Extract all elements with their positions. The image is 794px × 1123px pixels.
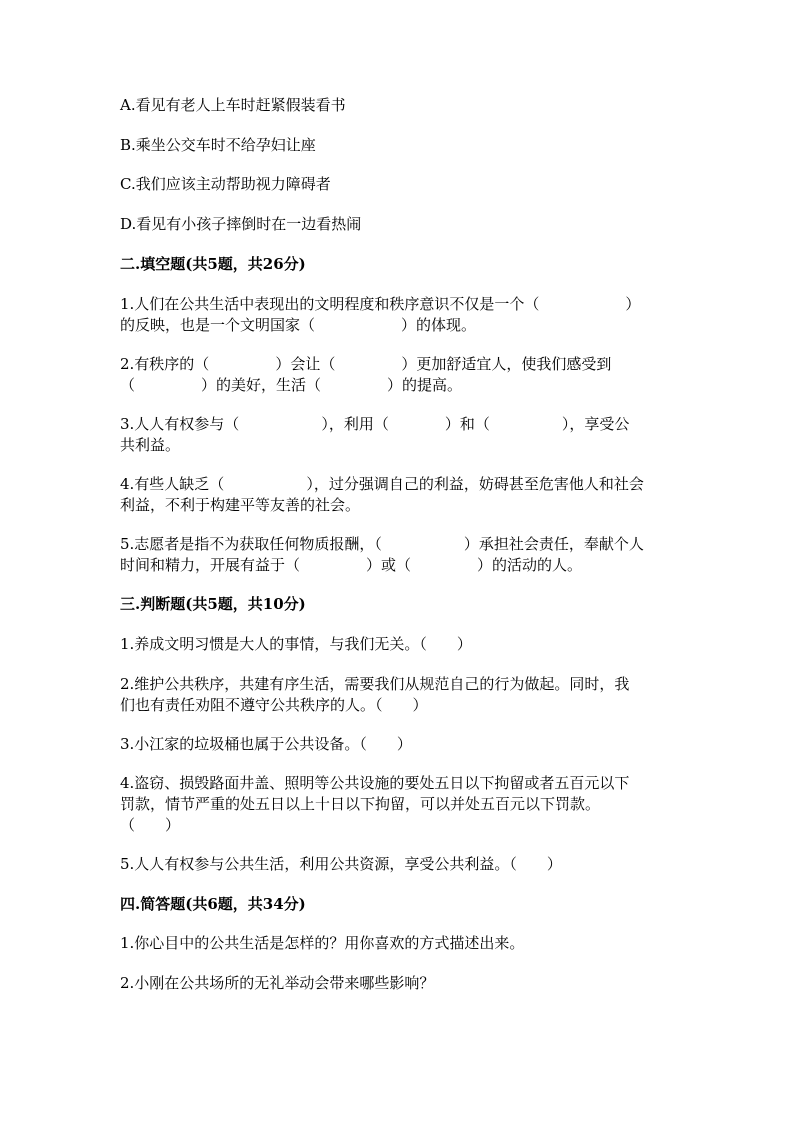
fill-q5-text: ）或（: [366, 556, 412, 574]
fill-q2-text: ）会让（: [275, 355, 336, 373]
judge-q1: 1.养成文明习惯是大人的事情，与我们无关。（ ）: [120, 635, 472, 653]
fill-q5-text: ）的活动的人。: [477, 556, 583, 574]
fill-q1-text: 1.人们在公共生活中表现出的文明程度和秩序意识不仅是一个（: [120, 295, 540, 313]
fill-q3-line1: [120, 414, 675, 435]
fill-q3-text: ），享受公: [561, 415, 630, 433]
fill-q3-text: 3.人人有权参与（: [120, 415, 240, 433]
short-q2: 2.小刚在公共场所的无礼举动会带来哪些影响？: [120, 974, 435, 992]
judge-q5: 5.人人有权参与公共生活，利用公共资源，享受公共利益。（ ）: [120, 855, 562, 873]
judge-q4-line2: 罚款，情节严重的处五日以上十日以下拘留，可以并处五百元以下罚款。: [120, 795, 601, 813]
fill-q2-text: 2.有秩序的（: [120, 355, 210, 373]
fill-q2-text: ）更加舒适宜人，使我们感受到: [401, 355, 612, 373]
fill-q4-text: 4.有些人缺乏（: [120, 475, 225, 493]
fill-q5-line2: [120, 555, 675, 576]
fill-q1-text: 的反映，也是一个文明国家（: [120, 316, 316, 334]
fill-q2-text: ）的提高。: [387, 376, 463, 394]
short-section-heading: 四.简答题(共6题，共34分): [120, 895, 306, 913]
fill-q2-line2: [120, 375, 675, 396]
judge-q2-line1: 2.维护公共秩序，共建有序生活，需要我们从规范自己的行为做起。同时，我: [120, 675, 630, 693]
judge-q4-line1: 4.盗窃、损毁路面井盖、照明等公共设施的要处五日以下拘留或者五百元以下: [120, 774, 630, 792]
fill-q2-text: ）的美好，生活（: [201, 376, 322, 394]
fill-q4-line1: [120, 474, 675, 495]
fill-q1-text: ）: [625, 295, 641, 313]
judge-section-heading: 三.判断题(共5题，共10分): [120, 595, 306, 613]
fill-q3-text: ），利用（: [321, 415, 389, 433]
option-c: C.我们应该主动帮助视力障碍者: [120, 175, 331, 193]
option-a: A.看见有老人上车时赶紧假装看书: [120, 96, 346, 114]
fill-q1-line2: [120, 315, 675, 336]
fill-q2-line1: [120, 354, 675, 375]
fill-q5-line1: [120, 534, 675, 555]
short-q1: 1.你心目中的公共生活是怎样的？用你喜欢的方式描述出来。: [120, 934, 525, 952]
fill-q5-text: 时间和精力，开展有益于（: [120, 556, 301, 574]
option-b: B.乘坐公交车时不给孕妇让座: [120, 136, 316, 154]
fill-q1-text: ）的体现。: [401, 316, 477, 334]
option-d: D.看见有小孩子摔倒时在一边看热闹: [120, 215, 362, 233]
judge-q3: 3.小江家的垃圾桶也属于公共设备。（ ）: [120, 735, 412, 753]
fill-q4-text: ），过分强调自己的利益，妨碍甚至危害他人和社会: [306, 475, 644, 493]
judge-q2-line2: 们也有责任劝阻不遵守公共秩序的人。（ ）: [120, 696, 428, 714]
fill-q5-text: 5.志愿者是指不为获取任何物质报酬，（: [120, 535, 382, 553]
fill-q2-text: （: [120, 376, 136, 394]
judge-q4-line3: （ ）: [120, 816, 181, 834]
fill-section-heading: 二.填空题(共5题，共26分): [120, 255, 306, 273]
fill-q4-line2: 利益，不利于构建平等友善的社会。: [120, 496, 361, 514]
fill-q3-line2: 共利益。: [120, 436, 181, 454]
fill-q5-text: ）承担社会责任，奉献个人: [463, 535, 644, 553]
fill-q3-text: ）和（: [444, 415, 490, 433]
fill-q1-line1: [120, 294, 675, 315]
